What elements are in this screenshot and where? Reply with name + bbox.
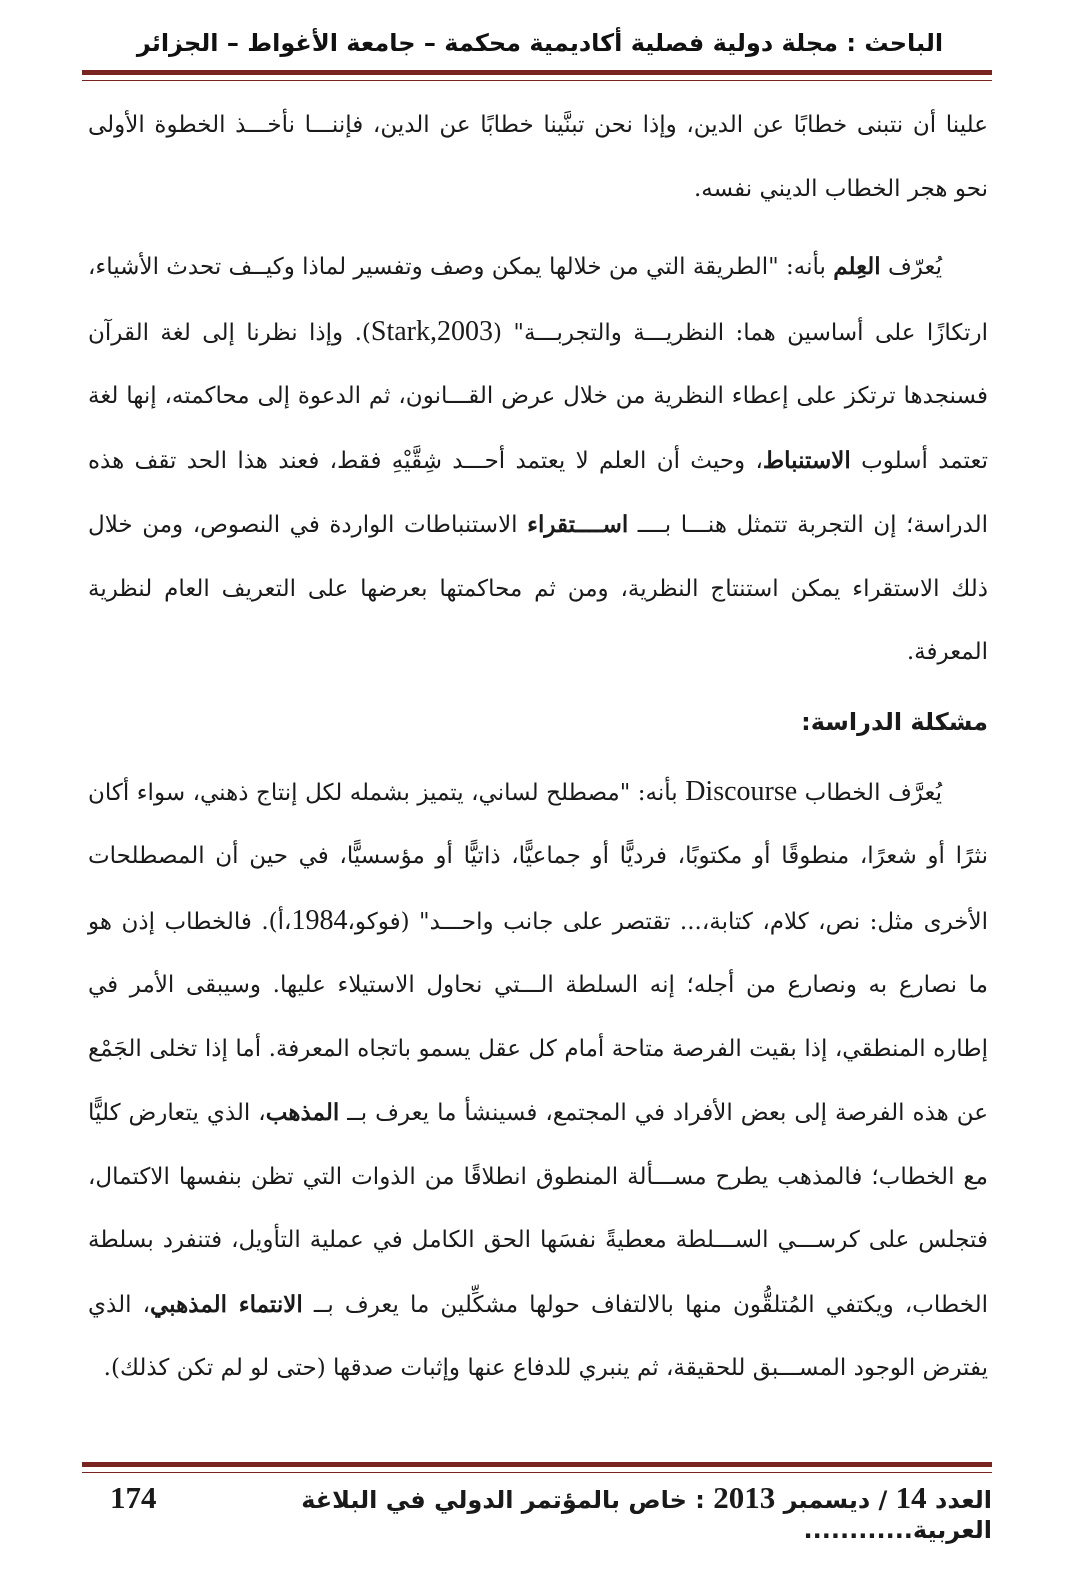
- journal-header: [90, 26, 990, 60]
- term-doctrinal-affiliation: الانتماء المذهبي: [150, 1290, 303, 1318]
- term-deduction: الاستنباط: [762, 446, 851, 474]
- p3-part-c: ،أ). فالخطاب إذن هو ما نصارع به ونصارع من أجله؛ إنه السلطة الـــتي نحاول الاستيلاء عليها. وسيبقى الأمر في إطاره المنطقي، إذا بقيت الفرصة متاحة أمام كل عقل يسمو باتجاه المعرفة. أما إذا تخلى الجَمْع عن هذه الفرصة إلى بعض الأفراد في المجتمع، فسينشأ ما يعرف بــ: [88, 908, 989, 1126]
- issue-suffix: : خاص بالمؤتمر الدولي في البلاغة العربية............: [301, 1486, 992, 1544]
- p2-part-h: الاستنباطات الواردة في النصوص، ومن خلال ذلك الاستقراء يمكن استنتاج النظرية، ومن ثم محاكمتها بعرضها على التعريف العام لنظرية المعرفة.: [88, 512, 988, 665]
- p2-part-c: بأنه: "الطريقة التي من خلالها يمكن وصف وتفسير لماذا وكيــف تحدث الأشياء، ارتكازًا على أساسين هما: النظريـــة والتجربـــة" (: [88, 254, 988, 346]
- citation-stark: Stark,2003: [370, 315, 493, 347]
- issue-info: [157, 1480, 993, 1544]
- paragraph-3: [88, 760, 988, 1401]
- term-science: العِلم: [833, 253, 881, 280]
- page-number: 174: [110, 1480, 157, 1515]
- p3-part-e: ، الذي يتعارض كليًّا مع الخطاب؛ فالمذهب يطرح مســـألة المنطوق انطلاقًا من الذوات التي تظن بنفسها الاكتمال، فتجلس على كرســـي الســـلطة معطيةً نفسَها الحق الكامل في عملية التأويل، فتنفرد بسلطة الخطاب، ويكتفي المُتلقُّون منها بالالتفاف حولها مشكِّلين ما يعرف بــ: [88, 1100, 988, 1318]
- p3-part-b: بأنه: "مصطلح لساني، يتميز بشمله لكل إنتاج ذهني، سواء أكان نثرًا أو شعرًا، منطوقًا أو مكتوبًا، فرديًّا أو جماعيًّا، ذاتيًّا أو مؤسسيًّا، في حين أن المصطلحات الأخرى مثل: نص، كلام، كتابة،... تقتصر على جانب واحـــد" (فوكو،: [88, 779, 988, 935]
- journal-header-title: الباحث : مجلة دولية فصلية أكاديمية محكمة – جامعة الأغواط – الجزائر: [136, 29, 944, 57]
- term-doctrine: المذهب: [265, 1099, 340, 1126]
- issue-number: 14: [895, 1480, 927, 1515]
- term-discourse: Discourse: [685, 775, 798, 807]
- issue-year: 2013: [713, 1480, 776, 1515]
- p2-part-f: ، وحيث أن العلم لا يعتمد أحـــد شِقَّيْهِ فقط، فعند هذا الحد تقف هذه الدراسة؛ إن التجربة تتمثل هنـــا بــــ: [88, 447, 988, 538]
- issue-label: العدد: [935, 1486, 992, 1514]
- footer-rule-thick: [82, 1462, 992, 1467]
- p3-part-g: ، الذي يفترض الوجود المســـبق للحقيقة، ثم ينبري للدفاع عنها وإثبات صدقها (حتى لو لم تكن كذلك).: [88, 1291, 988, 1381]
- article-body: [88, 94, 988, 1401]
- citation-year: 1984: [291, 904, 348, 936]
- header-rule-thin: [82, 80, 992, 81]
- footer-rule-thin: [82, 1472, 992, 1473]
- paragraph-1-text: علينا أن نتبنى خطابًا عن الدين، وإذا نحن تبنَّينا خطابًا عن الدين، فإننـــا نأخـــذ الخطوة الأولى نحو هجر الخطاب الديني نفسه.: [88, 112, 988, 202]
- header-rule-thick: [82, 70, 992, 75]
- term-induction: اســــتقراء: [527, 511, 629, 538]
- issue-separator: /: [878, 1486, 888, 1514]
- p3-part-a: يُعرَّف الخطاب: [797, 779, 942, 806]
- paragraph-2: [88, 235, 988, 685]
- journal-footer: [110, 1480, 992, 1544]
- section-heading: مشكلة الدراسة:: [801, 707, 988, 736]
- p2-part-a: يُعرّف: [880, 254, 942, 280]
- paragraph-1: [88, 94, 988, 221]
- issue-month: ديسمبر: [783, 1486, 871, 1514]
- p2-part-d: ). وإذا نظرنا إلى لغة القرآن فسنجدها ترتكز على إعطاء النظرية من خلال عرض القـــانون، ثم الدعوة إلى محاكمته، إنها لغة تعتمد أسلوب: [88, 319, 988, 474]
